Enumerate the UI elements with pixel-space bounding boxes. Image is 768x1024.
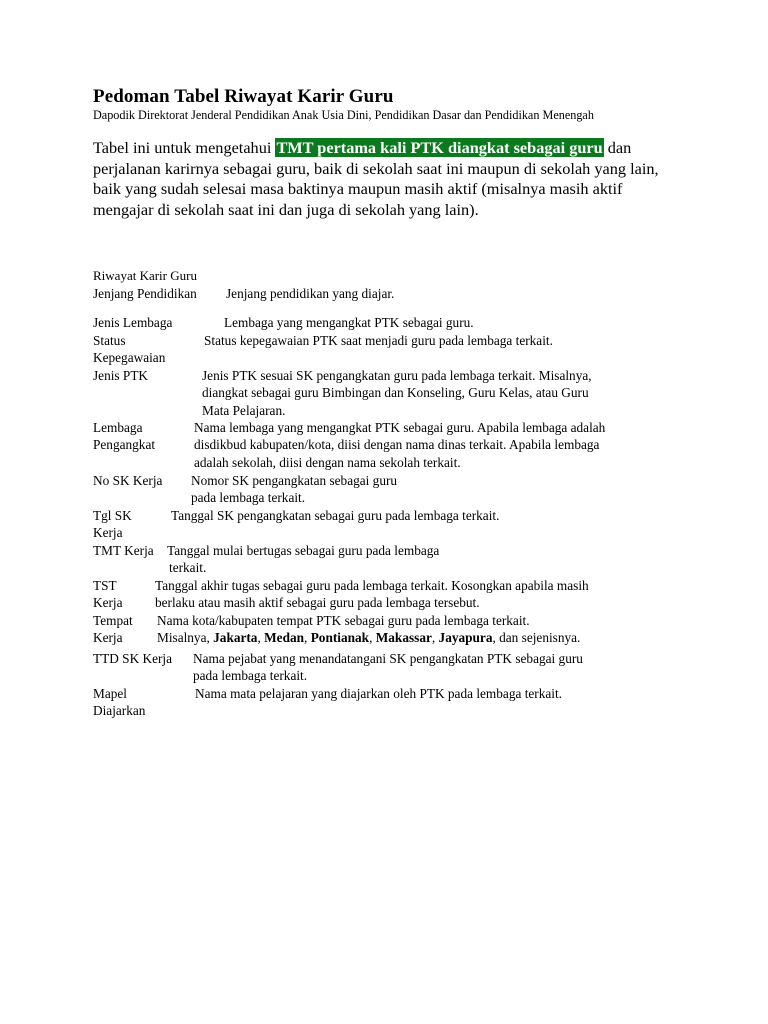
field-description-cont: terkait. [169,560,207,576]
field-label: No SK Kerja [93,473,163,488]
field-description-cont: berlaku atau masih aktif sebagai guru pada lembaga tersebut. [155,595,480,611]
field-description: Nama mata pelajaran yang diajarkan oleh PTK pada lembaga terkait. [195,686,562,701]
field-description-cont: pada lembaga terkait. [191,490,306,506]
section-title: Riwayat Karir Guru [93,268,197,283]
field-description-cont: diangkat sebagai guru Bimbingan dan Konseling, Guru Kelas, atau Guru [202,385,589,401]
city-name: Medan [264,630,305,646]
field-description: Tanggal SK pengangkatan sebagai guru pada lembaga terkait. [171,508,500,523]
intro-paragraph [93,138,683,220]
separator: , [431,630,439,646]
field-description: Lembaga yang mengangkat PTK sebagai guru. [224,315,474,330]
city-name: Pontianak [310,630,370,646]
field-description: Jenis PTK sesuai SK pengangkatan guru pada lembaga terkait. Misalnya, [202,368,592,383]
field-label-cont: Pengangkat [93,437,156,453]
field-description: Jenjang pendidikan yang diajar. [226,286,395,301]
field-label: Jenis Lembaga [93,315,173,330]
field-description: Status kepegawaian PTK saat menjadi guru pada lembaga terkait. [204,333,553,348]
field-label-cont: Diajarkan [93,703,146,719]
separator: , [369,630,376,646]
field-label: Jenis PTK [93,368,149,383]
field-label-cont: Kerja [93,525,123,541]
document-title: Pedoman Tabel Riwayat Karir Guru [93,86,394,107]
example-prefix: Misalnya, [157,630,214,646]
intro-highlight: TMT pertama kali PTK diangkat sebagai guru [276,138,603,157]
city-name: Jayapura [438,630,493,646]
field-label: Status [93,333,126,348]
example-suffix: , dan sejenisnya. [492,630,581,646]
field-description: Tanggal mulai bertugas sebagai guru pada lembaga [167,543,440,558]
field-description: Nomor SK pengangkatan sebagai guru [191,473,398,488]
document-subtitle: Dapodik Direktorat Jenderal Pendidikan Anak Usia Dini, Pendidikan Dasar dan Pendidikan Menengah [93,108,594,122]
field-description: Tanggal akhir tugas sebagai guru pada lembaga terkait. Kosongkan apabila masih [155,578,589,593]
field-label-cont: Kerja [93,630,123,646]
field-description: Nama lembaga yang mengangkat PTK sebagai guru. Apabila lembaga adalah [194,420,606,435]
separator: , [257,630,265,646]
field-label: TMT Kerja [93,543,154,558]
field-description-cont: Mata Pelajaran. [202,402,286,418]
field-label: Lembaga [93,420,143,435]
field-description-cont [157,629,580,646]
field-label-cont: Kerja [93,595,123,611]
field-description-cont: adalah sekolah, diisi dengan nama sekolah terkait. [194,454,461,470]
city-name: Makassar [375,630,432,646]
field-label: Jenjang Pendidikan [93,286,197,301]
field-description: Nama pejabat yang menandatangani SK pengangkatan PTK sebagai guru [193,651,583,666]
field-description: Nama kota/kabupaten tempat PTK sebagai guru pada lembaga terkait. [157,613,530,628]
field-label-cont: Kepegawaian [93,350,166,366]
field-label: TTD SK Kerja [93,651,173,666]
field-label: Mapel [93,686,127,701]
field-label: Tempat [93,613,133,628]
city-name: Jakarta [213,630,258,646]
field-label: TST [93,578,117,593]
separator: , [304,630,311,646]
field-description-cont: disdikbud kabupaten/kota, diisi dengan nama dinas terkait. Apabila lembaga [194,437,600,453]
intro-text-after: dan perjalanan karirnya sebagai guru, baik di sekolah saat ini maupun di sekolah yang lain, baik yang sudah selesai masa baktinya maupun masih aktif (misalnya masih aktif mengajar di sekolah saat ini dan juga di sekolah yang lain). [93,138,659,219]
field-description-cont: pada lembaga terkait. [193,668,308,684]
field-label: Tgl SK [93,508,132,523]
intro-text-before: Tabel ini untuk mengetahui [93,138,276,157]
